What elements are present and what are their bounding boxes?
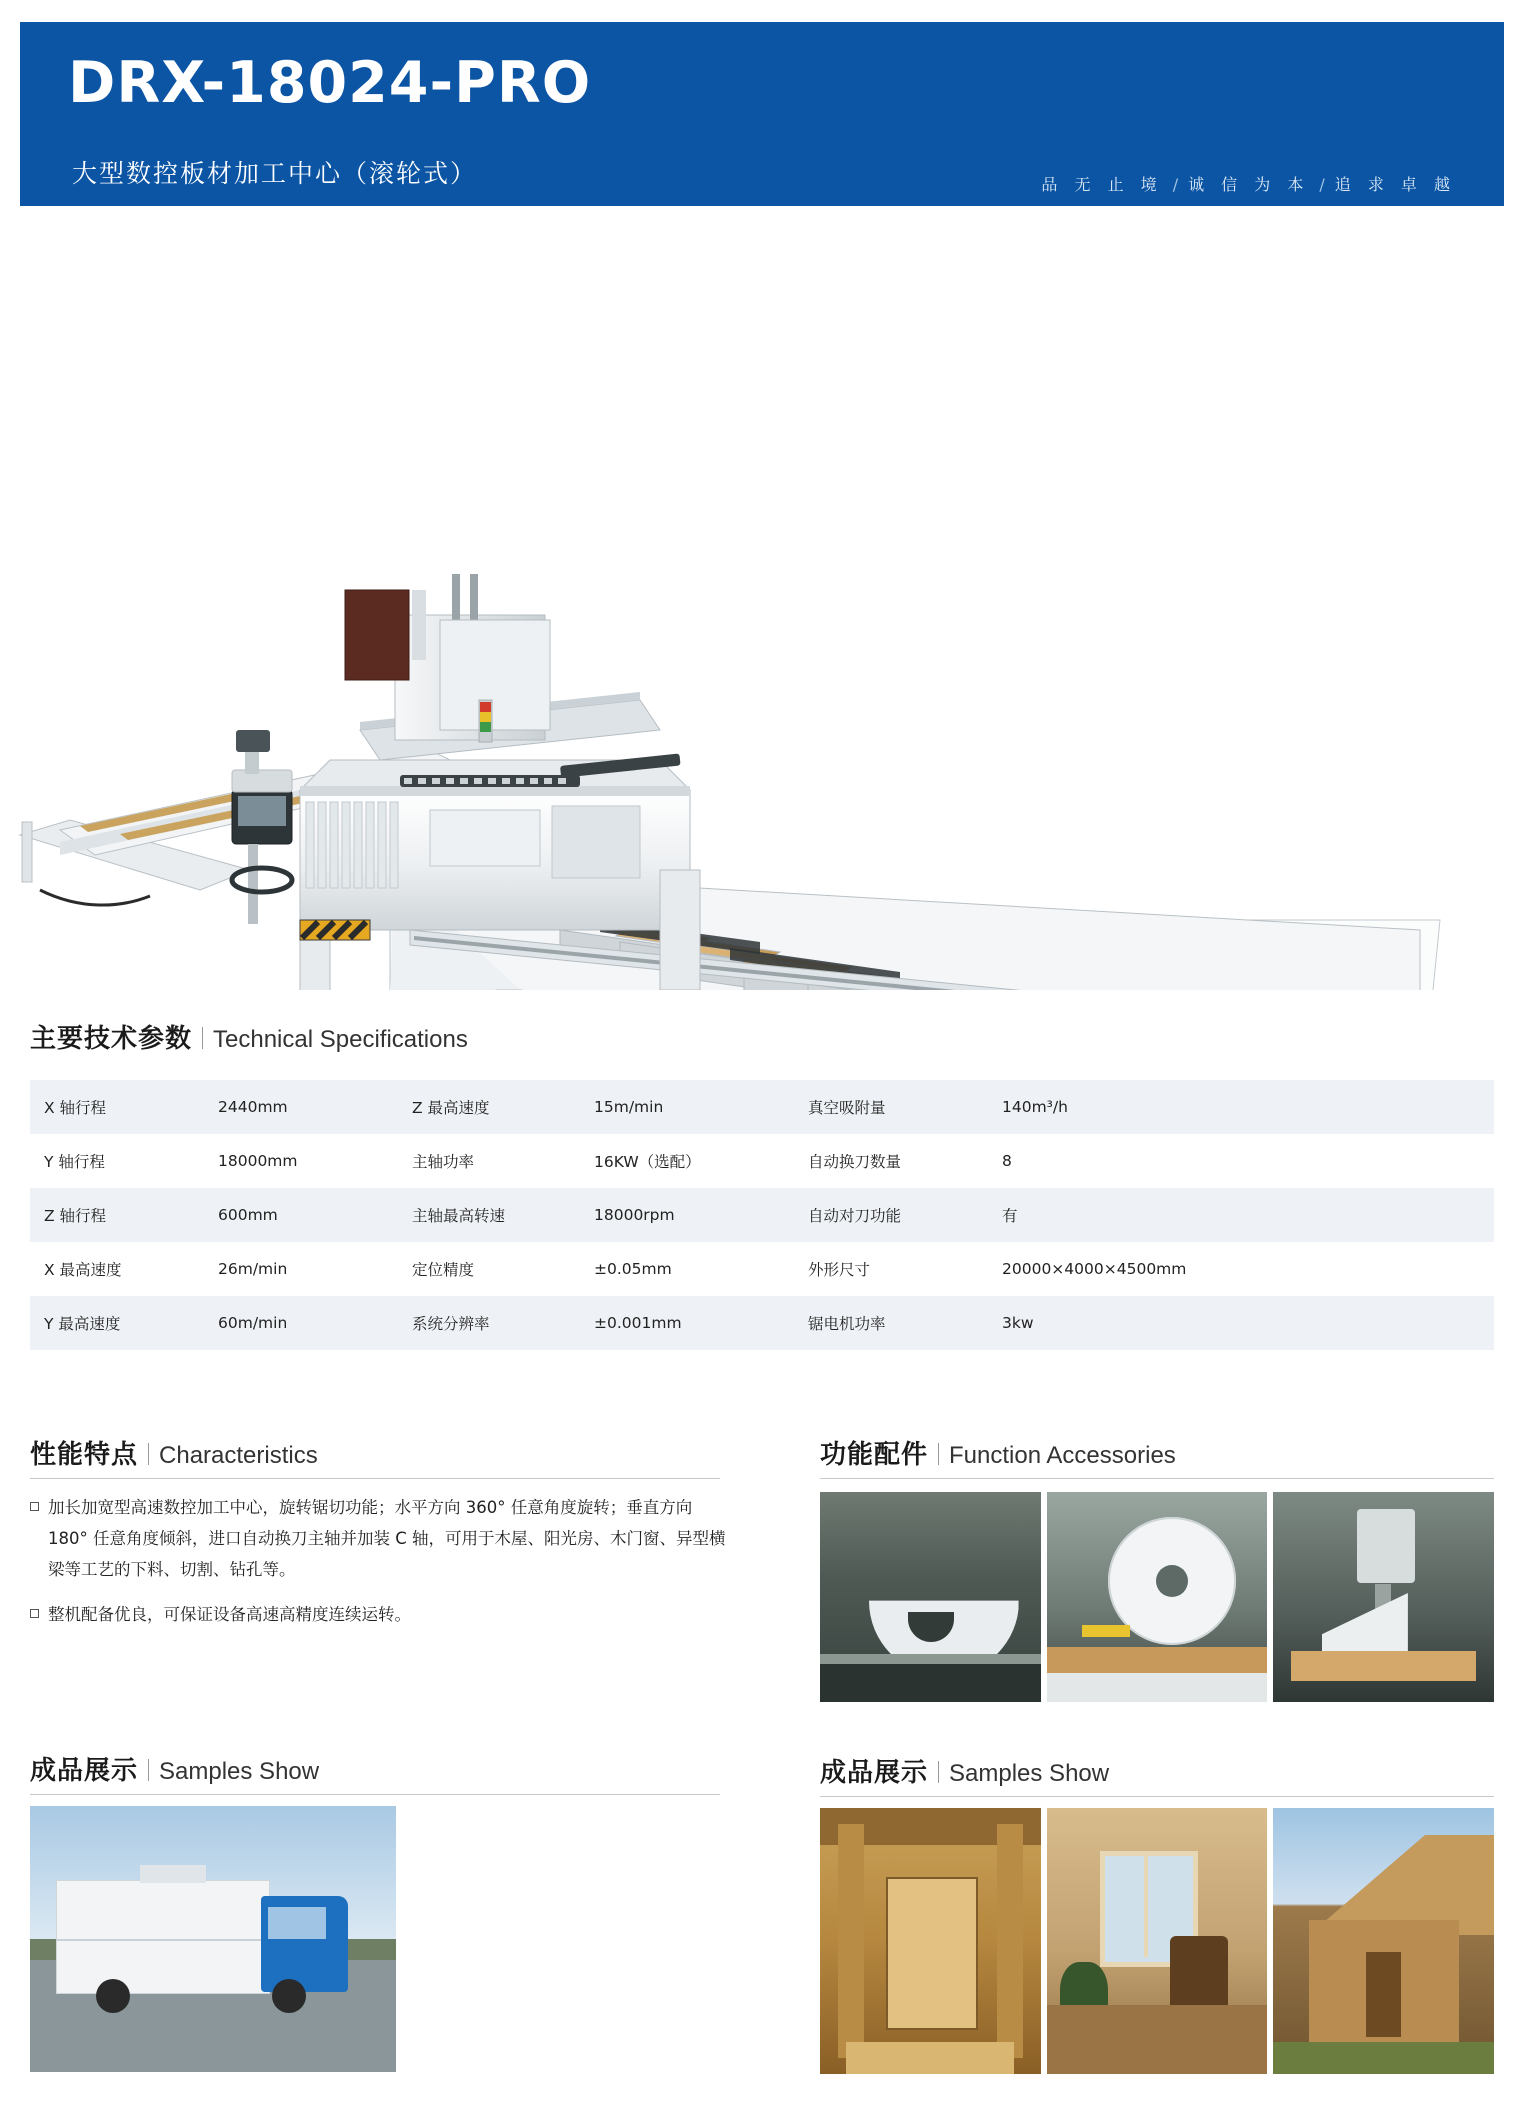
- spec-key: X 最高速度: [44, 1261, 122, 1279]
- spec-key: 系统分辨率: [412, 1315, 490, 1333]
- product-header-banner: [20, 22, 1504, 206]
- spec-value: 8: [1002, 1152, 1012, 1170]
- truck-cargo-box: [56, 1880, 270, 1994]
- spec-key: Y 最高速度: [44, 1315, 121, 1333]
- spec-value: 15m/min: [594, 1098, 664, 1116]
- samples-photo-gallery: [820, 1808, 1494, 2074]
- title-divider: [148, 1759, 149, 1781]
- slogan-separator-2: /: [1319, 175, 1325, 194]
- spec-key: X 轴行程: [44, 1099, 107, 1117]
- table-row: [30, 1188, 1494, 1242]
- spec-value: 18000mm: [218, 1152, 298, 1170]
- accessories-section-title: [820, 1434, 1176, 1471]
- product-model-title: DRX-18024-PRO: [68, 50, 592, 116]
- spec-value: 60m/min: [218, 1314, 288, 1332]
- accessories-divider: [820, 1478, 1494, 1479]
- title-divider: [938, 1761, 939, 1783]
- truck-window: [268, 1907, 327, 1939]
- spec-value: 16KW（选配）: [594, 1153, 701, 1171]
- spec-value: 18000rpm: [594, 1206, 675, 1224]
- characteristics-list: [30, 1492, 730, 1644]
- spec-key: Z 最高速度: [412, 1099, 490, 1117]
- characteristics-divider: [30, 1478, 720, 1479]
- list-item: [30, 1492, 730, 1585]
- wood-house-entrance-photo: [820, 1808, 1041, 2074]
- samples-right-title-en: Samples Show: [949, 1760, 1110, 1787]
- spec-key: 真空吸附量: [808, 1099, 886, 1117]
- spec-value: ±0.001mm: [594, 1314, 682, 1332]
- spec-key: Z 轴行程: [44, 1207, 107, 1225]
- brand-slogan: [1041, 172, 1456, 195]
- rocking-chair: [1170, 1936, 1227, 2016]
- wood-workpiece: [1291, 1651, 1476, 1681]
- wood-house-interior-photo: [1047, 1808, 1268, 2074]
- wood-workpiece: [1047, 1647, 1268, 1673]
- specs-title-en: Technical Specifications: [213, 1026, 468, 1053]
- machine-rail: [820, 1654, 1041, 1664]
- table-row: [30, 1080, 1494, 1134]
- specs-section-title: [30, 1018, 468, 1055]
- spec-value: 140m³/h: [1002, 1098, 1068, 1116]
- machine-base: [820, 1664, 1041, 1702]
- samples-right-title-cn: 成品展示: [820, 1758, 929, 1788]
- entrance-steps: [846, 2042, 1014, 2074]
- title-divider: [148, 1443, 149, 1465]
- spec-key: Y 轴行程: [44, 1153, 105, 1171]
- window-mullion: [1144, 1851, 1148, 1957]
- characteristics-title-en: Characteristics: [159, 1442, 318, 1469]
- machine-photo: [0, 230, 1524, 990]
- bullet-square-icon: [30, 1609, 39, 1618]
- list-item: [30, 1599, 730, 1630]
- technical-specifications-table: [30, 1080, 1494, 1350]
- characteristics-title-cn: 性能特点: [30, 1440, 139, 1470]
- post-left: [838, 1824, 864, 2058]
- spec-key: 主轴功率: [412, 1153, 475, 1171]
- slogan-part-3: 追 求 卓 越: [1334, 175, 1456, 194]
- slogan-separator-1: /: [1172, 175, 1179, 194]
- spec-key: 外形尺寸: [808, 1261, 871, 1279]
- samples-right-section-title: [820, 1752, 1109, 1789]
- truck-box-seam: [56, 1939, 268, 1941]
- product-subtitle: 大型数控板材加工中心（滚轮式）: [72, 159, 478, 188]
- accessories-photo-gallery: [820, 1492, 1494, 1702]
- warning-label: [1082, 1625, 1130, 1637]
- saw-blade-guard-photo: [820, 1492, 1041, 1702]
- slogan-part-2: 诚 信 为 本: [1188, 175, 1310, 194]
- list-item-text: 整机配备优良，可保证设备高速高精度连续运转。: [48, 1605, 411, 1624]
- spec-value: 600mm: [218, 1206, 278, 1224]
- samples-right-divider: [820, 1796, 1494, 1797]
- spindle-head-shape: [1357, 1509, 1415, 1583]
- spec-key: 自动换刀数量: [808, 1153, 902, 1171]
- accessories-title-cn: 功能配件: [820, 1440, 929, 1470]
- spec-key: 主轴最高转速: [412, 1207, 506, 1225]
- spindle-head-photo: [1273, 1492, 1494, 1702]
- post-right: [997, 1824, 1023, 2058]
- wooden-door: [886, 1877, 978, 2030]
- table-row: [30, 1296, 1494, 1350]
- spec-key: 锯电机功率: [808, 1315, 886, 1333]
- blade-shape: [869, 1526, 1019, 1676]
- spec-value: 有: [1002, 1207, 1018, 1225]
- spec-value: 20000×4000×4500mm: [1002, 1260, 1187, 1278]
- machine-base: [1047, 1673, 1268, 1702]
- bullet-square-icon: [30, 1502, 39, 1511]
- grass-lawn: [1273, 2042, 1494, 2074]
- characteristics-section-title: [30, 1434, 318, 1471]
- wooden-floor: [1047, 2005, 1268, 2074]
- refrigerated-truck-photo: [30, 1806, 396, 2072]
- spec-key: 定位精度: [412, 1261, 475, 1279]
- circular-saw-blade-photo: [1047, 1492, 1268, 1702]
- machine-illustration: [0, 230, 1524, 990]
- samples-left-title-en: Samples Show: [159, 1758, 320, 1785]
- title-divider: [202, 1027, 203, 1049]
- samples-left-divider: [30, 1794, 720, 1795]
- spec-key: 自动对刀功能: [808, 1207, 902, 1225]
- table-row: [30, 1134, 1494, 1188]
- cabin-door: [1366, 1952, 1401, 2037]
- spec-value: 3kw: [1002, 1314, 1034, 1332]
- list-item-text: 加长加宽型高速数控加工中心，旋转锯切功能；水平方向 360° 任意角度旋转；垂直方向 180° 任意角度倾斜，进口自动换刀主轴并加装 C 轴，可用于木屋、阳光房、木门窗、异型横梁等工艺的下料、切割、钻孔等。: [48, 1498, 726, 1579]
- samples-left-title-cn: 成品展示: [30, 1756, 139, 1786]
- spec-value: ±0.05mm: [594, 1260, 672, 1278]
- slogan-part-1: 品 无 止 境: [1041, 175, 1163, 194]
- title-divider: [938, 1443, 939, 1465]
- spec-value: 2440mm: [218, 1098, 288, 1116]
- table-row: [30, 1242, 1494, 1296]
- specs-title-cn: 主要技术参数: [30, 1024, 193, 1054]
- spec-value: 26m/min: [218, 1260, 288, 1278]
- truck-refrigeration-unit: [140, 1865, 206, 1884]
- wood-cabin-exterior-photo: [1273, 1808, 1494, 2074]
- accessories-title-en: Function Accessories: [949, 1442, 1176, 1469]
- truck-wheel: [272, 1979, 306, 2013]
- samples-left-section-title: [30, 1750, 319, 1787]
